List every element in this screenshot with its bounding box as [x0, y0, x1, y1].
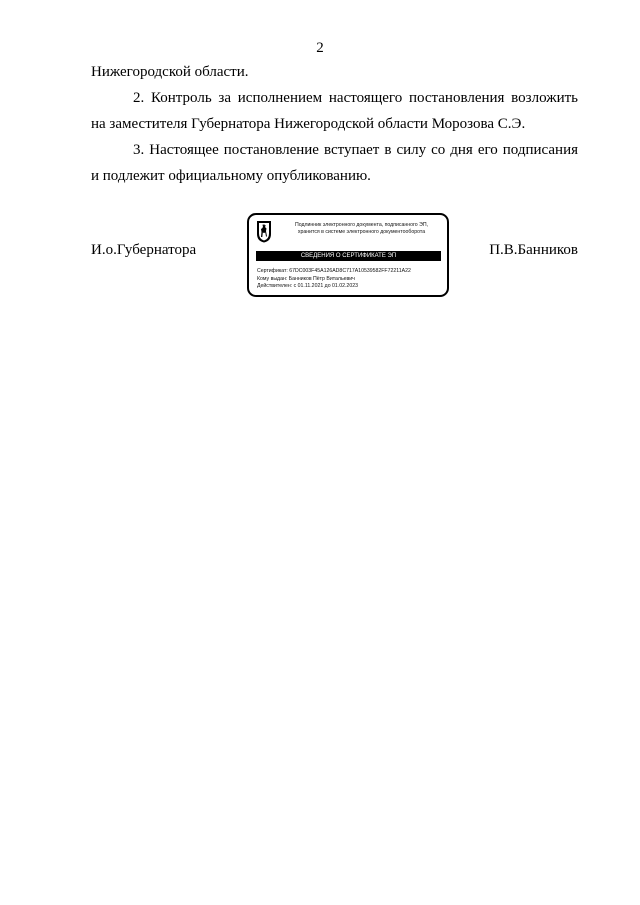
stamp-title-bar: СВЕДЕНИЯ О СЕРТИФИКАТЕ ЭП — [256, 251, 441, 261]
paragraph-line: на заместителя Губернатора Нижегородской области Морозова С.Э. — [91, 116, 526, 132]
stamp-header-line: Подлинник электронного документа, подписанного ЭП, — [294, 222, 428, 228]
stamp-header — [279, 222, 444, 236]
page-number: 2 — [316, 40, 324, 56]
stamp-details — [257, 268, 445, 291]
paragraph-line: и подлежит официальному опубликованию. — [91, 168, 371, 184]
stamp-validity: Действителен: с 01.11.2021 до 01.02.2023 — [257, 283, 358, 290]
paragraph-line: Нижегородской области. — [91, 64, 249, 80]
paragraph-item-3 — [91, 137, 578, 189]
signatory-position: И.о.Губернатора — [91, 242, 197, 258]
stamp-issued-to: Кому выдан: Банников Пётр Витальевич — [257, 275, 355, 282]
paragraph-continuation — [91, 59, 578, 85]
stamp-certificate: Сертификат: 67DC003F45A126AD8C717A10539582FF72211A22 — [257, 268, 411, 274]
paragraph-line: 3. Настоящее постановление вступает в силу со дня его подписания — [133, 142, 578, 158]
deer-emblem-icon — [256, 220, 272, 243]
signatory-name: П.В.Банников — [489, 242, 578, 258]
paragraph-item-2 — [91, 85, 578, 137]
electronic-signature-stamp — [247, 213, 449, 297]
stamp-header-line: хранится в системе электронного документооборота — [297, 229, 426, 235]
paragraph-line: 2. Контроль за исполнением настоящего постановления возложить — [133, 90, 578, 106]
